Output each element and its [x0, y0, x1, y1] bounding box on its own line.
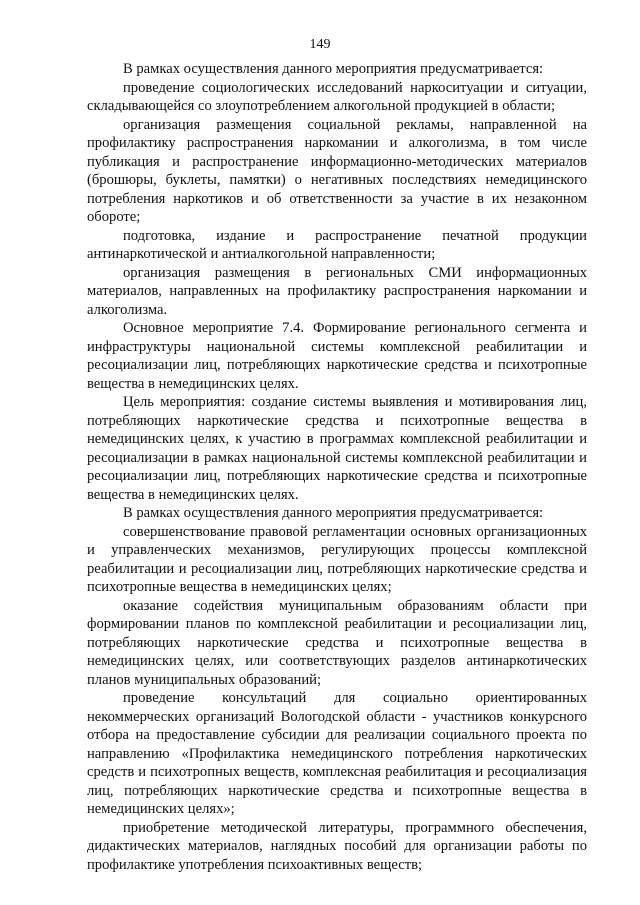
paragraph: организация размещения в региональных СМИ информационных материалов, направленных на профилактику распространения наркомании и алкоголизма. [87, 264, 587, 318]
page-number: 149 [309, 37, 331, 52]
paragraph: В рамках осуществления данного мероприятия предусматривается: [123, 505, 544, 521]
paragraph: проведение консультаций для социально ориентированных некоммерческих организаций Вологодской области - участников конкурсного отбора на предоставление субсидии для реализации социального проекта по направлению «Профилактика немедицинского потребления наркотических средств и психотропных веществ, комплексная реабилитация и ресоциализация лиц, потребляющих наркотические средства и психотропные вещества в немедицинских целях»; [87, 690, 587, 817]
paragraph: Основное мероприятие 7.4. Формирование регионального сегмента и инфраструктуры национальной системы комплексной реабилитации и ресоциализации лиц, потребляющих наркотические средства и психотропные вещества в немедицинских целях. [87, 320, 587, 392]
paragraph: В рамках осуществления данного мероприятия предусматривается: [123, 61, 544, 77]
paragraph: приобретение методической литературы, программного обеспечения, дидактических материалов, наглядных пособий для организации работы по профилактике употребления психоактивных веществ; [87, 819, 587, 873]
paragraph: подготовка, издание и распространение печатной продукции антинаркотической и антиалкогольной направленности; [87, 227, 587, 262]
paragraph: организация размещения социальной рекламы, направленной на профилактику распространения наркомании и алкоголизма, в том числе публикация и распространение информационно-методических материалов (брошюры, буклеты, памятки) о негативных последствиях немедицинского потребления наркотиков и об ответственности за участие в их незаконном обороте; [87, 116, 587, 225]
document-body [87, 60, 587, 874]
paragraph: Цель мероприятия: создание системы выявления и мотивирования лиц, потребляющих наркотические средства и психотропные вещества в немедицинских целях, к участию в программах комплексной реабилитации и ресоциализации в рамках национальной системы комплексной реабилитации и ресоциализации лиц, потребляющих наркотические средства и психотропные вещества в немедицинских целях. [87, 394, 587, 503]
paragraph: оказание содействия муниципальным образованиям области при формировании планов по комплексной реабилитации и ресоциализации лиц, потребляющих наркотические средства и психотропные вещества в немедицинских целях, или соответствующих разделов антинаркотических планов муниципальных образований; [87, 597, 587, 688]
paragraph: проведение социологических исследований наркоситуации и ситуации, складывающейся со злоупотреблением алкогольной продукцией в области; [87, 79, 587, 114]
paragraph: совершенствование правовой регламентации основных организационных и управленческих механизмов, регулирующих процессы комплексной реабилитации и ресоциализации лиц, потребляющих наркотические средства и психотропные вещества в немедицинских целях; [87, 523, 587, 595]
